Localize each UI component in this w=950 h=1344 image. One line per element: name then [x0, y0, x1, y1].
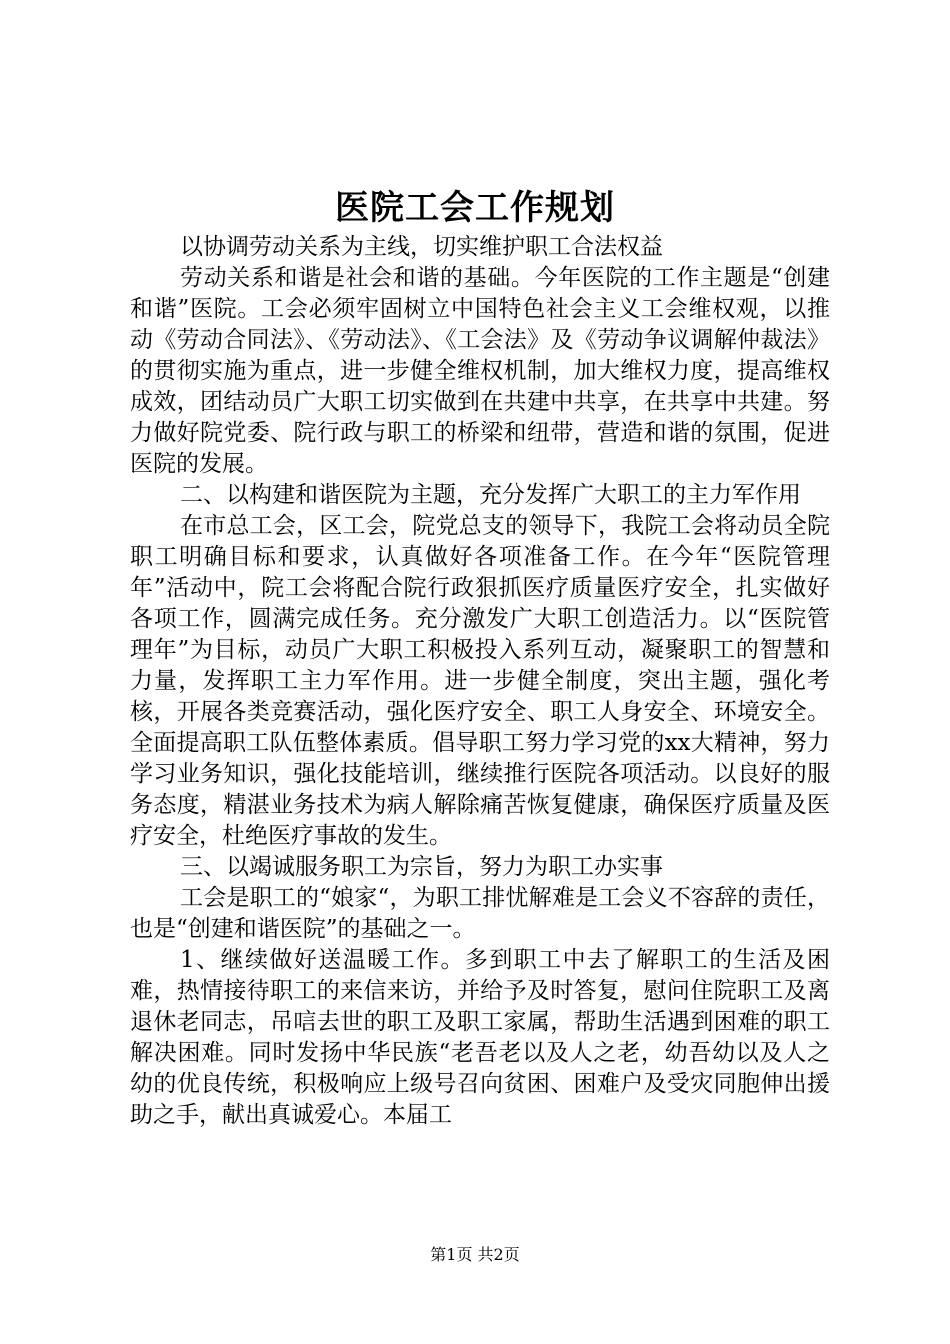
- paragraph-1: 以协调劳动关系为主线，切实维护职工合法权益: [180, 234, 663, 260]
- document-body: [130, 232, 830, 1131]
- page-footer: 第1页 共2页: [430, 1245, 520, 1264]
- paragraph-7: 1、继续做好送温暖工作。多到职工中去了解职工的生活及困难，热情接待职工的来信来访，并给予及时答复，慰问住院职工及离退休老同志，吊唁去世的职工及职工家属，帮助生活遇到困难的职工解决困难。同时发扬中华民族“老吾老以及人之老，幼吾幼以及人之幼的优良传统，积极响应上级号召向贫困、困难户及受灾同胞伸出援助之手，献出真诚爱心。本届工: [130, 947, 830, 1128]
- paragraph-5: 三、以竭诚服务职工为宗旨，努力为职工办实事: [180, 854, 663, 880]
- paragraph-2: 劳动关系和谐是社会和谐的基础。今年医院的工作主题是“创建和谐”医院。工会必须牢固树立中国特色社会主义工会维权观，以推动《劳动合同法》、《劳动法》、《工会法》及《劳动争议调解仲裁法》的贯彻实施为重点，进一步健全维权机制，加大维权力度，提高维权成效，团结动员广大职工切实做到在共建中共享，在共享中共建。努力做好院党委、院行政与职工的桥梁和纽带，营造和谐的氛围，促进医院的发展。: [130, 265, 830, 477]
- document-title: 医院工会工作规划: [335, 188, 615, 228]
- paragraph-4: 在市总工会，区工会，院党总支的领导下，我院工会将动员全院职工明确目标和要求，认真做好各项准备工作。在今年“医院管理年”活动中，院工会将配合院行政狠抓医疗质量医疗安全，扎实做好各项工作，圆满完成任务。充分激发广大职工创造活力。以“医院管理年”为目标，动员广大职工积极投入系列互动，凝聚职工的智慧和力量，发挥职工主力军作用。进一步健全制度，突出主题，强化考核，开展各类竞赛活动，强化医疗安全、职工人身安全、环境安全。全面提高职工队伍整体素质。倡导职工努力学习党的xx大精神，努力学习业务知识，强化技能培训，继续推行医院各项活动。以良好的服务态度，精湛业务技术为病人解除痛苦恢复健康，确保医疗质量及医疗安全，杜绝医疗事故的发生。: [130, 513, 830, 849]
- paragraph-3: 二、以构建和谐医院为主题，充分发挥广大职工的主力军作用: [180, 482, 801, 508]
- paragraph-6: 工会是职工的“娘家“，为职工排忧解难是工会义不容辞的责任，也是“创建和谐医院”的基础之一。: [130, 885, 830, 942]
